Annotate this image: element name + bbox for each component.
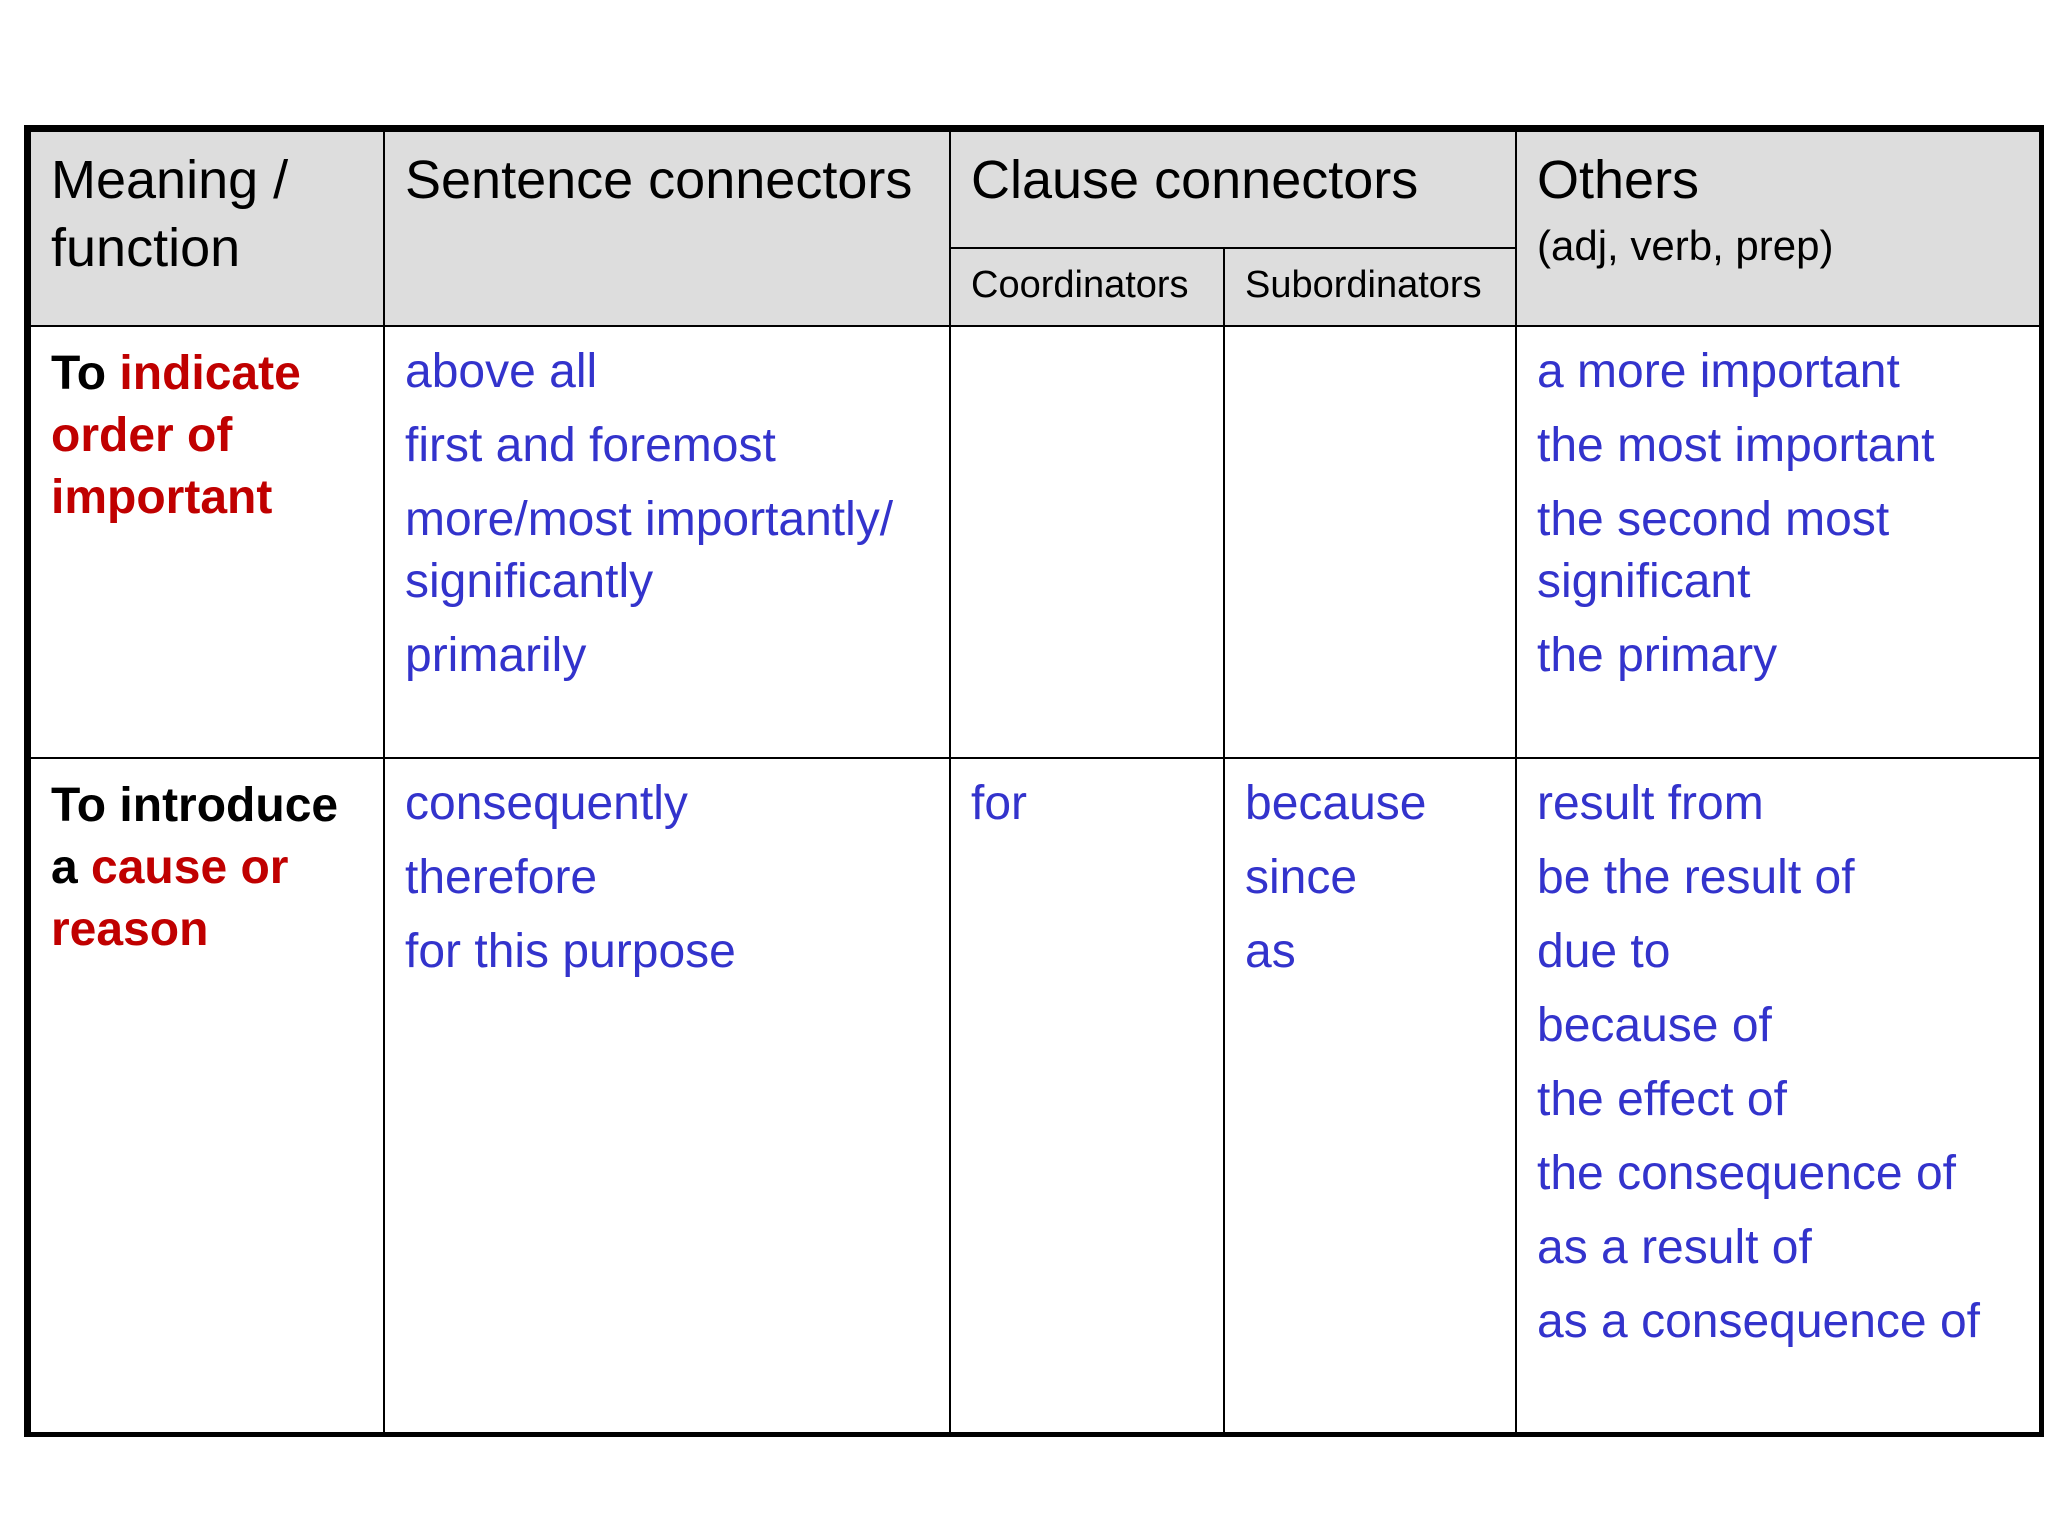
subordinators-cell [1224, 758, 1516, 1433]
list-item: for [971, 777, 1028, 830]
list-item: above all [405, 345, 598, 398]
list-item: consequently [405, 777, 688, 830]
table-row [30, 326, 2040, 758]
list-item: primarily [405, 629, 587, 682]
header-meaning: Meaning / function [30, 131, 384, 326]
header-sentence-connectors: Sentence connectors [384, 131, 950, 326]
meaning-prefix: To [51, 347, 120, 400]
connectors-table-frame [24, 125, 2044, 1437]
header-others [1516, 131, 2040, 326]
others-cell [1516, 758, 2040, 1433]
list-item: as a result of [1537, 1221, 1812, 1274]
list-item: because of [1537, 999, 1772, 1052]
header-others-subtitle: (adj, verb, prep) [1537, 222, 1834, 269]
meaning-cell [30, 758, 384, 1433]
header-others-title: Others [1537, 150, 1700, 210]
list-item: therefore [405, 851, 598, 904]
list-item: because [1245, 777, 1427, 830]
subordinators-cell [1224, 326, 1516, 758]
sentence-connectors-cell [384, 326, 950, 758]
list-item: the primary [1537, 629, 1778, 682]
meaning-prefix: To introduce a [51, 779, 339, 894]
meaning-highlight: cause or reason [51, 841, 289, 956]
list-item: be the result of [1537, 851, 1855, 904]
header-clause-connectors: Clause connectors [950, 131, 1516, 248]
list-item: the most important [1537, 419, 1935, 472]
list-item: for this purpose [405, 925, 736, 978]
list-item: due to [1537, 925, 1671, 978]
meaning-highlight: indicate order of important [51, 347, 301, 524]
list-item: since [1245, 851, 1358, 904]
coordinators-cell [950, 758, 1224, 1433]
others-cell [1516, 326, 2040, 758]
list-item: the consequence of [1537, 1147, 1956, 1200]
sentence-connectors-cell [384, 758, 950, 1433]
list-item: result from [1537, 777, 1764, 830]
list-item: the second most significant [1537, 493, 1890, 608]
list-item: as [1245, 925, 1296, 978]
list-item: the effect of [1537, 1073, 1787, 1126]
table-row [30, 758, 2040, 1433]
list-item: more/most importantly/ significantly [405, 493, 894, 608]
meaning-cell [30, 326, 384, 758]
list-item: first and foremost [405, 419, 776, 472]
header-coordinators: Coordinators [950, 248, 1224, 326]
coordinators-cell [950, 326, 1224, 758]
connectors-table [29, 130, 2041, 1434]
header-subordinators: Subordinators [1224, 248, 1516, 326]
list-item: a more important [1537, 345, 1900, 398]
list-item: as a consequence of [1537, 1295, 1980, 1348]
